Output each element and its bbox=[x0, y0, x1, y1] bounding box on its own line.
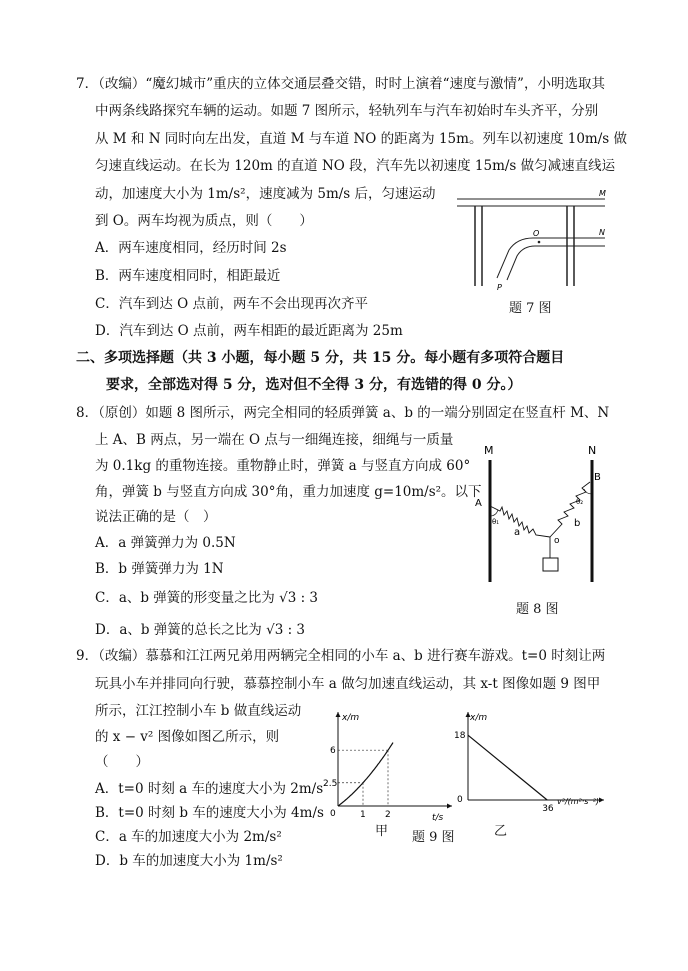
graph-yi-ytick-18: 18 bbox=[454, 731, 466, 742]
figure-8-label-o: o bbox=[554, 536, 560, 546]
figure-8-theta1: θ₁ bbox=[492, 518, 500, 526]
figure-8-label-b-point: B bbox=[594, 472, 601, 483]
spring-b bbox=[550, 482, 590, 537]
point-o-dot bbox=[538, 241, 541, 244]
q7-line-4: 匀速直线运动。在长为 120m 的直道 NO 段，汽车先以初速度 15m/s 做匀减速直线运 bbox=[95, 158, 616, 174]
q7-line-2: 中两条线路探究车辆的运动。如题 7 图所示，轻轨列车与汽车初始时车头齐平，分别 bbox=[95, 103, 599, 119]
q7-option-b: B．两车速度相同时，相距最近 bbox=[95, 268, 281, 284]
graph-jia-xtick-2: 2 bbox=[385, 810, 391, 820]
q8-option-a: A．a 弹簧弹力为 0.5N bbox=[95, 535, 236, 551]
q8-option-d: D．a、b 弹簧的总长之比为 √3 : 3 bbox=[95, 622, 306, 638]
q9-option-b: B．t=0 时刻 b 车的速度大小为 4m/s bbox=[95, 805, 324, 821]
figure-8-caption: 题 8 图 bbox=[516, 602, 559, 617]
figure-8-spring-a-label: a bbox=[514, 527, 521, 538]
figure-7-label-m: M bbox=[599, 189, 606, 198]
q9-line-1: 9．（改编）慕慕和江江两兄弟用两辆完全相同的小车 a、b 进行赛车游戏。t=0 时刻让两 bbox=[76, 648, 606, 664]
q9-option-a: A．t=0 时刻 a 车的速度大小为 2m/s bbox=[95, 781, 324, 797]
graph-jia-ytick-2.5: 2.5 bbox=[323, 778, 338, 789]
figure-8-theta2: θ₂ bbox=[576, 498, 584, 506]
q8-line-5: 说法正确的是（ ） bbox=[95, 509, 217, 525]
graph-yi-caption: 乙 bbox=[494, 824, 508, 839]
q7-line-5: 动，加速度大小为 1m/s²，速度减为 5m/s 后，匀速运动 bbox=[95, 186, 436, 202]
q7-line-1: 7．（改编）“魔幻城市”重庆的立体交通层叠交错，时时上演着“速度与激情”，小明选取其 bbox=[76, 76, 605, 92]
q8-line-4: 角，弹簧 b 与竖直方向成 30°角，重力加速度 g=10m/s²。以下 bbox=[95, 484, 482, 500]
figure-7-caption: 题 7 图 bbox=[509, 301, 552, 316]
graph-jia-ylabel: x/m bbox=[342, 713, 360, 723]
q8-line-3: 为 0.1kg 的重物连接。重物静止时，弹簧 a 与竖直方向成 60° bbox=[95, 458, 471, 474]
figure-7 bbox=[455, 186, 615, 296]
graph-yi-xlabel: v²/(m²·s⁻²) bbox=[557, 797, 600, 806]
figure-8 bbox=[470, 440, 620, 592]
q9-line-3: 所示，江江控制小车 b 做直线运动 bbox=[95, 703, 302, 719]
q9-line-2: 玩具小车并排同向行驶，慕慕控制小车 a 做匀加速直线运动，其 x-t 图像如题 9 图甲 bbox=[95, 676, 601, 692]
graph-yi-ylabel: x/m bbox=[470, 713, 488, 723]
weight-block bbox=[543, 558, 558, 571]
graph-jia-xtick-1: 1 bbox=[360, 810, 366, 820]
q9-line-5: （ ） bbox=[95, 754, 149, 770]
q8-option-b: B．b 弹簧弹力为 1N bbox=[95, 561, 224, 577]
figure-8-label-m: M bbox=[484, 444, 494, 457]
q9-option-c: C．a 车的加速度大小为 2m/s² bbox=[95, 829, 282, 845]
q7-option-c: C．汽车到达 O 点前，两车不会出现再次齐平 bbox=[95, 296, 368, 312]
graph-yi-line bbox=[468, 735, 547, 800]
graph-jia-origin: 0 bbox=[330, 809, 336, 819]
q7-option-a: A．两车速度相同，经历时间 2s bbox=[95, 240, 287, 256]
q8-option-c: C．a、b 弹簧的形变量之比为 √3 : 3 bbox=[95, 590, 319, 606]
graph-jia-caption: 甲 bbox=[375, 824, 389, 839]
figure-7-label-o: O bbox=[533, 229, 540, 238]
q7-option-d: D．汽车到达 O 点前，两车相距的最近距离为 25m bbox=[95, 323, 403, 339]
graph-yi bbox=[452, 708, 622, 820]
figure-7-label-p: P bbox=[497, 283, 502, 292]
graph-jia-xlabel: t/s bbox=[432, 813, 444, 823]
section-2-heading: 二、多项选择题（共 3 小题，每小题 5 分，共 15 分。每小题有多项符合题目 bbox=[76, 350, 565, 366]
section-2-heading-line-2: 要求，全部选对得 5 分，选对但不全得 3 分，有选错的得 0 分。） bbox=[106, 377, 522, 393]
q7-line-6: 到 O。两车均视为质点，则（ ） bbox=[95, 213, 313, 229]
graph-jia-ytick-6: 6 bbox=[330, 746, 336, 757]
graph-jia bbox=[323, 708, 458, 823]
q8-line-2: 上 A、B 两点，另一端在 O 点与一细绳连接，细绳与一质量 bbox=[95, 432, 454, 448]
q8-line-1: 8．（原创）如题 8 图所示，两完全相同的轻质弹簧 a、b 的一端分别固定在竖直杆 M、N bbox=[76, 405, 610, 421]
figure-8-spring-b-label: b bbox=[574, 518, 581, 529]
q7-line-3: 从 M 和 N 同时向左出发，直道 M 与车道 NO 的距离为 15m。列车以初速度 10m/s 做 bbox=[95, 131, 627, 147]
figure-8-label-a-point: A bbox=[475, 498, 482, 509]
figure-9-caption: 题 9 图 bbox=[412, 830, 455, 845]
figure-8-label-n: N bbox=[588, 444, 597, 457]
q9-line-4: 的 x − v² 图像如图乙所示，则 bbox=[95, 729, 280, 745]
graph-yi-origin: 0 bbox=[457, 795, 463, 805]
graph-jia-curve bbox=[338, 743, 393, 806]
graph-yi-xtick-36: 36 bbox=[542, 804, 554, 814]
figure-7-label-n: N bbox=[599, 228, 605, 237]
q9-option-d: D．b 车的加速度大小为 1m/s² bbox=[95, 853, 283, 869]
